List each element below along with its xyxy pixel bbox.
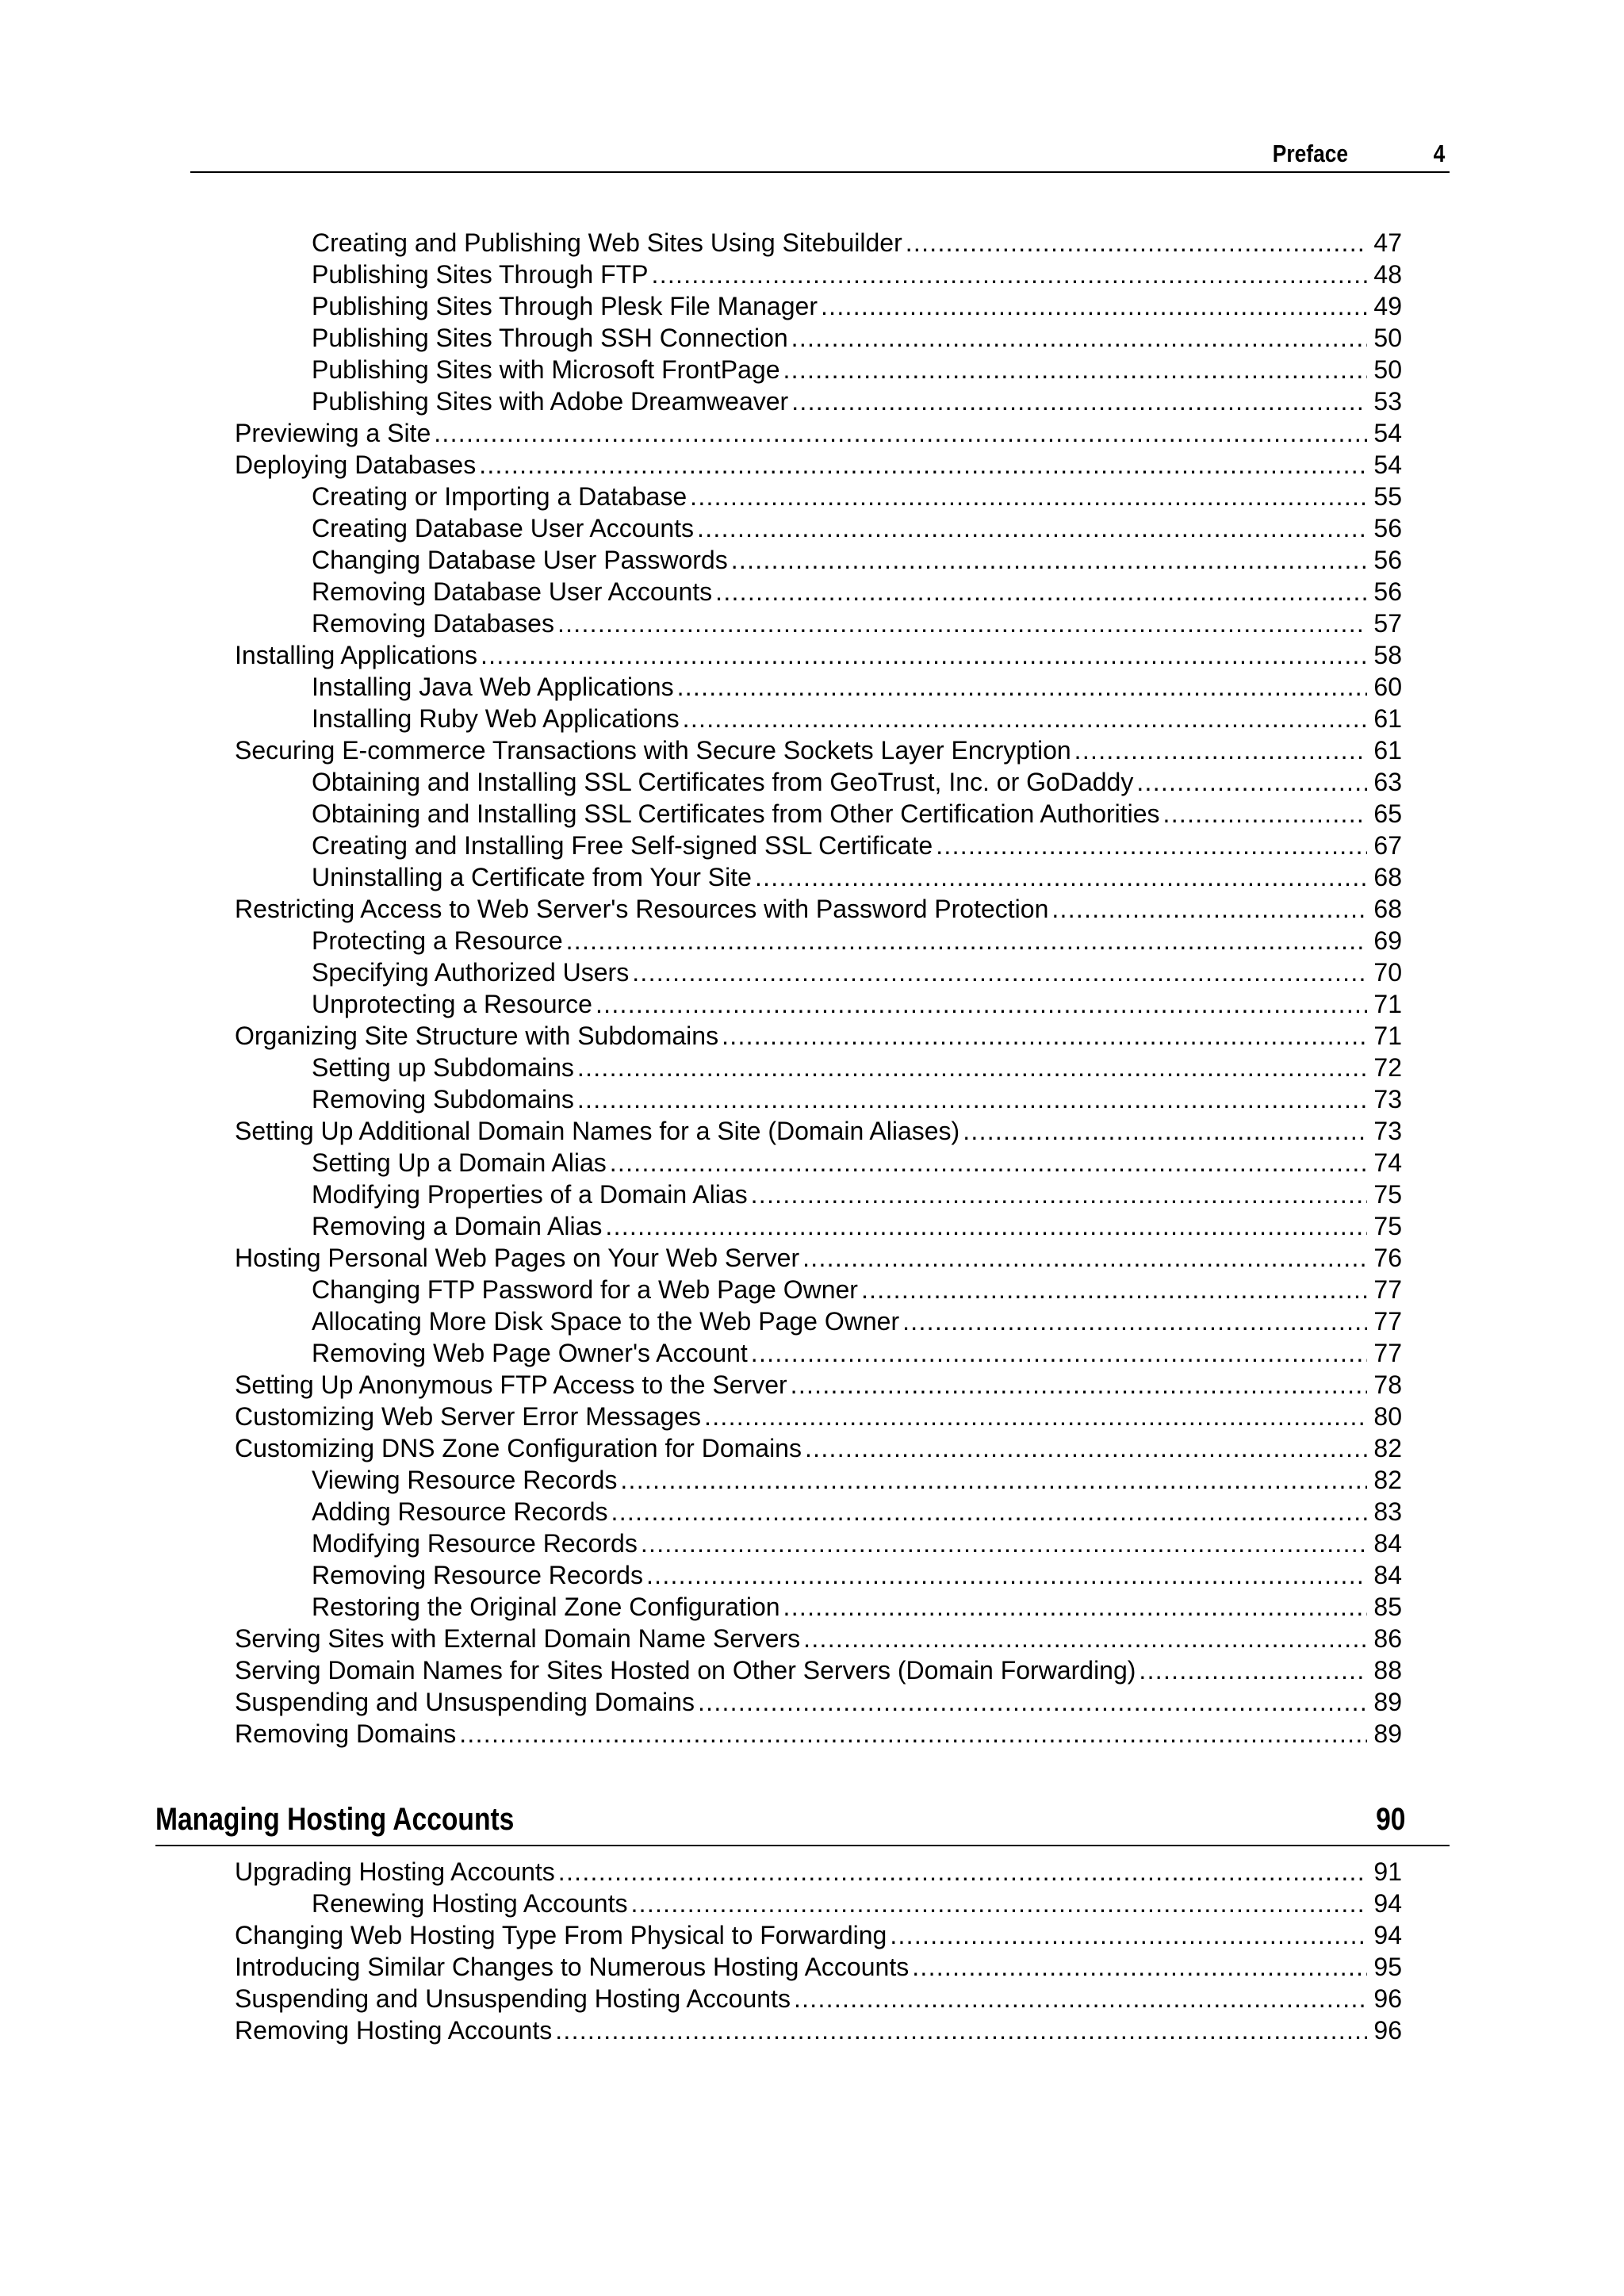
toc-dot-leader bbox=[912, 1951, 1367, 1983]
toc-dot-leader bbox=[731, 544, 1367, 576]
toc-dot-leader bbox=[794, 1983, 1367, 2014]
toc-dot-leader bbox=[1136, 766, 1367, 798]
toc-entry-page: 73 bbox=[1373, 1085, 1402, 1114]
toc-entry-page: 68 bbox=[1373, 863, 1402, 891]
toc-dot-leader bbox=[936, 830, 1367, 861]
toc-dot-leader bbox=[751, 1179, 1367, 1210]
toc-entry-page: 50 bbox=[1373, 355, 1402, 384]
toc-entry[interactable] bbox=[312, 1210, 1402, 1242]
toc-dot-leader bbox=[906, 227, 1367, 259]
toc-entry[interactable] bbox=[312, 576, 1402, 608]
toc-entry-title: Installing Java Web Applications bbox=[312, 673, 674, 701]
toc-entry-page: 71 bbox=[1373, 990, 1402, 1018]
toc-entry-page: 57 bbox=[1373, 609, 1402, 638]
toc-dot-leader bbox=[683, 703, 1367, 734]
toc-entry-title: Setting Up Additional Domain Names for a Site (Domain Aliases) bbox=[235, 1117, 960, 1145]
toc-entry-title: Removing Hosting Accounts bbox=[235, 2016, 553, 2045]
toc-entry[interactable] bbox=[312, 259, 1402, 290]
toc-entry-page: 74 bbox=[1373, 1148, 1402, 1177]
toc-dot-leader bbox=[821, 290, 1367, 322]
toc-entry-page: 82 bbox=[1373, 1466, 1402, 1494]
toc-entry-title: Removing Subdomains bbox=[312, 1085, 574, 1114]
toc-entry[interactable] bbox=[235, 1115, 1402, 1147]
toc-entry-title: Installing Applications bbox=[235, 641, 477, 669]
toc-entry-page: 96 bbox=[1373, 1984, 1402, 2013]
toc-entry-page: 84 bbox=[1373, 1529, 1402, 1558]
toc-entry[interactable] bbox=[312, 925, 1402, 956]
toc-entry-title: Introducing Similar Changes to Numerous Hosting Accounts bbox=[235, 1953, 910, 1981]
toc-entry-title: Restricting Access to Web Server's Resources with Password Protection bbox=[235, 895, 1049, 923]
toc-entry-page: 94 bbox=[1373, 1889, 1402, 1918]
toc-entry[interactable] bbox=[235, 639, 1402, 671]
toc-entry-page: 56 bbox=[1373, 514, 1402, 542]
toc-entry-title: Organizing Site Structure with Subdomains bbox=[235, 1022, 719, 1050]
toc-entry[interactable] bbox=[312, 1888, 1402, 1919]
toc-entry[interactable] bbox=[312, 1337, 1402, 1369]
toc-dot-leader bbox=[434, 417, 1367, 449]
toc-entry-page: 86 bbox=[1373, 1624, 1402, 1653]
toc-entry-page: 50 bbox=[1373, 324, 1402, 352]
toc-entry-page: 88 bbox=[1373, 1656, 1402, 1685]
toc-dot-leader bbox=[783, 1591, 1367, 1623]
toc-entry-title: Removing Database User Accounts bbox=[312, 577, 713, 606]
toc-dot-leader bbox=[802, 1242, 1367, 1274]
toc-entry[interactable] bbox=[312, 1274, 1402, 1305]
toc-dot-leader bbox=[803, 1623, 1367, 1654]
toc-dot-leader bbox=[902, 1305, 1367, 1337]
toc-dot-leader bbox=[632, 956, 1367, 988]
toc-entry[interactable] bbox=[312, 1496, 1402, 1527]
toc-entry-page: 89 bbox=[1373, 1688, 1402, 1716]
toc-entry[interactable] bbox=[235, 1623, 1402, 1654]
toc-entry[interactable] bbox=[312, 385, 1402, 417]
toc-dot-leader bbox=[620, 1464, 1367, 1496]
toc-entry-title: Publishing Sites Through SSH Connection bbox=[312, 324, 788, 352]
toc-dot-leader bbox=[646, 1559, 1367, 1591]
toc-entry-title: Uninstalling a Certificate from Your Site bbox=[312, 863, 752, 891]
toc-entry-page: 78 bbox=[1373, 1370, 1402, 1399]
toc-dot-leader bbox=[690, 481, 1367, 512]
toc-entry-title: Modifying Properties of a Domain Alias bbox=[312, 1180, 748, 1209]
toc-entry-title: Removing Domains bbox=[235, 1719, 457, 1748]
toc-entry-page: 94 bbox=[1373, 1921, 1402, 1949]
toc-entry[interactable] bbox=[235, 1856, 1402, 1888]
toc-entry-title: Publishing Sites with Microsoft FrontPage bbox=[312, 355, 780, 384]
toc-entry-page: 77 bbox=[1373, 1275, 1402, 1304]
toc-entry[interactable] bbox=[312, 671, 1402, 703]
toc-entry-page: 55 bbox=[1373, 482, 1402, 511]
toc-entry[interactable] bbox=[312, 798, 1402, 830]
toc-entry-page: 76 bbox=[1373, 1244, 1402, 1272]
toc-entry[interactable] bbox=[312, 608, 1402, 639]
toc-entry[interactable] bbox=[235, 1654, 1402, 1686]
toc-entry-page: 68 bbox=[1373, 895, 1402, 923]
toc-dot-leader bbox=[783, 354, 1367, 385]
toc-entry-title: Creating or Importing a Database bbox=[312, 482, 688, 511]
toc-entry-page: 77 bbox=[1373, 1339, 1402, 1367]
toc-entry-page: 49 bbox=[1373, 292, 1402, 320]
toc-entry-title: Removing a Domain Alias bbox=[312, 1212, 603, 1240]
toc-entry[interactable] bbox=[312, 988, 1402, 1020]
toc-entry-page: 56 bbox=[1373, 577, 1402, 606]
toc-entry[interactable] bbox=[235, 893, 1402, 925]
toc-entry-title: Protecting a Resource bbox=[312, 926, 563, 955]
toc-dot-leader bbox=[605, 1210, 1367, 1242]
toc-entry-title: Hosting Personal Web Pages on Your Web Server bbox=[235, 1244, 800, 1272]
toc-entry[interactable] bbox=[312, 1083, 1402, 1115]
toc-entry[interactable] bbox=[312, 1559, 1402, 1591]
toc-dot-leader bbox=[479, 449, 1367, 481]
toc-entry-page: 60 bbox=[1373, 673, 1402, 701]
toc-dot-leader bbox=[704, 1401, 1367, 1432]
toc-entry[interactable] bbox=[312, 1179, 1402, 1210]
toc-entry[interactable] bbox=[235, 449, 1402, 481]
toc-entry-page: 58 bbox=[1373, 641, 1402, 669]
toc-dot-leader bbox=[698, 1686, 1367, 1718]
toc-dot-leader bbox=[755, 861, 1367, 893]
toc-entry[interactable] bbox=[312, 703, 1402, 734]
toc-entry[interactable] bbox=[312, 354, 1402, 385]
toc-entry-title: Serving Domain Names for Sites Hosted on Other Servers (Domain Forwarding) bbox=[235, 1656, 1136, 1685]
toc-entry-title: Customizing Web Server Error Messages bbox=[235, 1402, 702, 1431]
toc-dot-leader bbox=[459, 1718, 1367, 1750]
toc-dot-leader bbox=[577, 1083, 1367, 1115]
running-header-page-number: 4 bbox=[1433, 140, 1445, 167]
toc-entry-title: Deploying Databases bbox=[235, 450, 477, 479]
toc-entry[interactable] bbox=[312, 1052, 1402, 1083]
toc-entry-page: 71 bbox=[1373, 1022, 1402, 1050]
toc-dot-leader bbox=[652, 259, 1367, 290]
toc-entry-page: 48 bbox=[1373, 260, 1402, 289]
toc-entry-title: Creating and Installing Free Self-signed SSL Certificate bbox=[312, 831, 933, 860]
toc-entry-title: Previewing a Site bbox=[235, 419, 431, 447]
toc-entry-title: Setting Up Anonymous FTP Access to the Server bbox=[235, 1370, 787, 1399]
toc-entry-page: 77 bbox=[1373, 1307, 1402, 1336]
toc-dot-leader bbox=[861, 1274, 1367, 1305]
toc-dot-leader bbox=[557, 608, 1367, 639]
toc-dot-leader bbox=[791, 1369, 1367, 1401]
toc-dot-leader bbox=[751, 1337, 1367, 1369]
toc-entry-title: Specifying Authorized Users bbox=[312, 958, 630, 987]
toc-entry-page: 67 bbox=[1373, 831, 1402, 860]
toc-dot-leader bbox=[697, 512, 1367, 544]
toc-entry-page: 72 bbox=[1373, 1053, 1402, 1082]
toc-dot-leader bbox=[481, 639, 1367, 671]
toc-entry-title: Securing E-commerce Transactions with Secure Sockets Layer Encryption bbox=[235, 736, 1071, 765]
toc-dot-leader bbox=[566, 925, 1367, 956]
toc-entry-title: Installing Ruby Web Applications bbox=[312, 704, 680, 733]
toc-entry[interactable] bbox=[312, 544, 1402, 576]
toc-entry-page: 73 bbox=[1373, 1117, 1402, 1145]
toc-entry-title: Adding Resource Records bbox=[312, 1497, 608, 1526]
toc-entry-title: Publishing Sites with Adobe Dreamweaver bbox=[312, 387, 789, 416]
toc-dot-leader bbox=[630, 1888, 1367, 1919]
toc-entry-title: Renewing Hosting Accounts bbox=[312, 1889, 628, 1918]
toc-entry[interactable] bbox=[235, 1242, 1402, 1274]
toc-dot-leader bbox=[805, 1432, 1367, 1464]
toc-entry-page: 69 bbox=[1373, 926, 1402, 955]
toc-entry-page: 56 bbox=[1373, 546, 1402, 574]
toc-entry-page: 80 bbox=[1373, 1402, 1402, 1431]
toc-dot-leader bbox=[596, 988, 1367, 1020]
toc-entry-title: Changing Web Hosting Type From Physical to Forwarding bbox=[235, 1921, 887, 1949]
toc-entry[interactable] bbox=[312, 512, 1402, 544]
toc-entry-title: Creating Database User Accounts bbox=[312, 514, 695, 542]
toc-entry[interactable] bbox=[235, 2014, 1402, 2046]
toc-entry-page: 85 bbox=[1373, 1593, 1402, 1621]
toc-entry-page: 91 bbox=[1373, 1857, 1402, 1886]
toc-dot-leader bbox=[791, 385, 1367, 417]
toc-entry-page: 75 bbox=[1373, 1180, 1402, 1209]
toc-entry-page: 53 bbox=[1373, 387, 1402, 416]
toc-entry-title: Obtaining and Installing SSL Certificates from Other Certification Authorities bbox=[312, 799, 1160, 828]
toc-entry[interactable] bbox=[235, 1919, 1402, 1951]
toc-dot-leader bbox=[1074, 734, 1367, 766]
toc-entry[interactable] bbox=[235, 1369, 1402, 1401]
toc-entry-title: Setting Up a Domain Alias bbox=[312, 1148, 607, 1177]
toc-entry[interactable] bbox=[235, 1686, 1402, 1718]
toc-dot-leader bbox=[1139, 1654, 1367, 1686]
toc-entry[interactable] bbox=[312, 830, 1402, 861]
toc-entry-page: 96 bbox=[1373, 2016, 1402, 2045]
toc-entry-title: Restoring the Original Zone Configuration bbox=[312, 1593, 780, 1621]
toc-entry-page: 65 bbox=[1373, 799, 1402, 828]
toc-dot-leader bbox=[1051, 893, 1367, 925]
toc-entry-page: 61 bbox=[1373, 704, 1402, 733]
toc-entry-page: 61 bbox=[1373, 736, 1402, 765]
toc-entry-page: 54 bbox=[1373, 450, 1402, 479]
toc-entry-page: 89 bbox=[1373, 1719, 1402, 1748]
toc-dot-leader bbox=[611, 1496, 1367, 1527]
toc-entry[interactable] bbox=[235, 1401, 1402, 1432]
toc-entry-title: Modifying Resource Records bbox=[312, 1529, 638, 1558]
toc-entry-title: Serving Sites with External Domain Name Servers bbox=[235, 1624, 801, 1653]
toc-entry[interactable] bbox=[312, 1147, 1402, 1179]
toc-entry[interactable] bbox=[312, 766, 1402, 798]
toc-entry-page: 82 bbox=[1373, 1434, 1402, 1462]
toc-entry[interactable] bbox=[312, 1305, 1402, 1337]
toc-entry-title: Removing Resource Records bbox=[312, 1561, 643, 1589]
toc-dot-leader bbox=[791, 322, 1367, 354]
toc-dot-leader bbox=[641, 1527, 1367, 1559]
toc-entry[interactable] bbox=[235, 1718, 1402, 1750]
toc-entry-page: 63 bbox=[1373, 768, 1402, 796]
toc-entry[interactable] bbox=[312, 861, 1402, 893]
toc-entry-title: Upgrading Hosting Accounts bbox=[235, 1857, 555, 1886]
toc-dot-leader bbox=[558, 1856, 1367, 1888]
toc-dot-leader bbox=[577, 1052, 1367, 1083]
toc-entry[interactable] bbox=[312, 290, 1402, 322]
toc-entry[interactable] bbox=[235, 1951, 1402, 1983]
toc-entry-title: Unprotecting a Resource bbox=[312, 990, 592, 1018]
toc-entry-page: 84 bbox=[1373, 1561, 1402, 1589]
toc-dot-leader bbox=[677, 671, 1367, 703]
toc-entry-title: Customizing DNS Zone Configuration for Domains bbox=[235, 1434, 802, 1462]
section-heading-title: Managing Hosting Accounts bbox=[155, 1802, 515, 1837]
toc-entry[interactable] bbox=[312, 956, 1402, 988]
toc-entry[interactable] bbox=[235, 1983, 1402, 2014]
toc-entry-page: 54 bbox=[1373, 419, 1402, 447]
section-heading[interactable] bbox=[155, 1800, 1450, 1846]
toc-entry-page: 70 bbox=[1373, 958, 1402, 987]
toc-dot-leader bbox=[715, 576, 1367, 608]
toc-entry-title: Setting up Subdomains bbox=[312, 1053, 574, 1082]
toc-entry-title: Publishing Sites Through FTP bbox=[312, 260, 649, 289]
toc-entry-title: Allocating More Disk Space to the Web Page Owner bbox=[312, 1307, 900, 1336]
toc-entry[interactable] bbox=[235, 1020, 1402, 1052]
toc-entry-title: Obtaining and Installing SSL Certificates from GeoTrust, Inc. or GoDaddy bbox=[312, 768, 1134, 796]
toc-entry[interactable] bbox=[312, 1591, 1402, 1623]
toc-dot-leader bbox=[610, 1147, 1367, 1179]
running-header-title: Preface bbox=[1272, 140, 1348, 167]
toc-entry-page: 83 bbox=[1373, 1497, 1402, 1526]
toc-entry-title: Removing Databases bbox=[312, 609, 554, 638]
running-header bbox=[190, 136, 1450, 173]
toc-entry-title: Suspending and Unsuspending Domains bbox=[235, 1688, 695, 1716]
toc-entry-title: Creating and Publishing Web Sites Using Sitebuilder bbox=[312, 228, 902, 257]
toc-entry[interactable] bbox=[235, 1432, 1402, 1464]
toc-dot-leader bbox=[890, 1919, 1367, 1951]
toc-dot-leader bbox=[555, 2014, 1367, 2046]
toc-entry-title: Changing Database User Passwords bbox=[312, 546, 728, 574]
toc-entry-title: Suspending and Unsuspending Hosting Accounts bbox=[235, 1984, 791, 2013]
toc-entry[interactable] bbox=[312, 322, 1402, 354]
toc-entry-title: Removing Web Page Owner's Account bbox=[312, 1339, 748, 1367]
toc-entry[interactable] bbox=[312, 1527, 1402, 1559]
toc-entry-title: Viewing Resource Records bbox=[312, 1466, 618, 1494]
toc-entry[interactable] bbox=[312, 1464, 1402, 1496]
toc-entry[interactable] bbox=[235, 417, 1402, 449]
toc-entry[interactable] bbox=[312, 227, 1402, 259]
toc-dot-leader bbox=[722, 1020, 1367, 1052]
toc-dot-leader bbox=[963, 1115, 1367, 1147]
toc-entry-title: Publishing Sites Through Plesk File Manager bbox=[312, 292, 818, 320]
toc-dot-leader bbox=[1163, 798, 1367, 830]
toc-entry-page: 75 bbox=[1373, 1212, 1402, 1240]
toc-entry[interactable] bbox=[312, 481, 1402, 512]
toc-entry-title: Changing FTP Password for a Web Page Owner bbox=[312, 1275, 858, 1304]
toc-entry[interactable] bbox=[235, 734, 1402, 766]
section-heading-page: 90 bbox=[1375, 1802, 1405, 1837]
toc-entry-page: 95 bbox=[1373, 1953, 1402, 1981]
toc-entry-page: 47 bbox=[1373, 228, 1402, 257]
